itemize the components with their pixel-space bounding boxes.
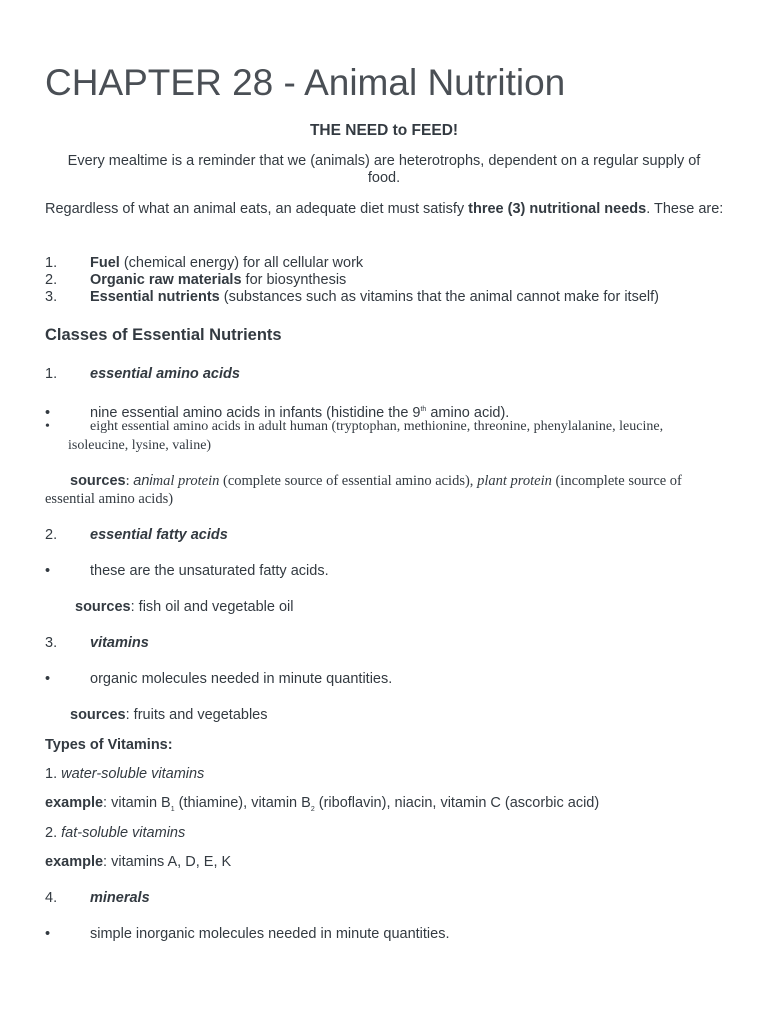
requirements-text-end: . These are: <box>646 201 724 217</box>
example-text: : vitamin B <box>103 795 171 811</box>
needs-list <box>45 255 735 306</box>
example-label: example <box>45 854 104 870</box>
example-text: (thiamine), vitamin B <box>174 795 311 811</box>
superscript: th <box>420 406 427 413</box>
bullet-text: organic molecules needed in minute quantities. <box>90 671 393 687</box>
list-item <box>45 289 735 306</box>
water-soluble-item <box>45 766 204 783</box>
bullet-text-b: amino acid). <box>426 404 510 421</box>
fatty-sources <box>75 599 293 616</box>
example-text: : vitamins A, D, E, K <box>103 854 232 870</box>
list-item-text: for biosynthesis <box>241 272 347 288</box>
subscript: 1 <box>170 805 175 813</box>
bullet-item <box>45 418 745 436</box>
subscript: 2 <box>310 805 315 813</box>
types-heading: Types of Vitamins: <box>45 737 173 753</box>
bullet-text: simple inorganic molecules needed in minute quantities. <box>90 926 450 942</box>
bullet-item <box>45 563 329 580</box>
class-item-fatty-acids <box>45 527 228 544</box>
bullet-text: these are the unsaturated fatty acids. <box>90 563 329 579</box>
sources-continued: essential amino acids) <box>45 491 174 507</box>
example-text: (riboflavin), niacin, vitamin C (ascorbic acid) <box>314 795 600 811</box>
list-number: 3. <box>45 635 58 651</box>
bullet-text: eight essential amino acids in adult human (tryptophan, methionine, threonine, phenylalanine, leucine, <box>90 419 664 434</box>
list-number: 2. <box>45 272 58 288</box>
bullet-item <box>45 671 392 688</box>
bullet-icon: • <box>45 926 51 942</box>
sources-colon: : <box>125 473 134 489</box>
chapter-title: CHAPTER 28 - Animal Nutrition <box>45 62 566 103</box>
list-number: 3. <box>45 289 58 305</box>
class-label: essential fatty acids <box>90 527 228 543</box>
bullet-icon: • <box>45 563 51 579</box>
class-label: minerals <box>90 890 150 906</box>
example-label: example <box>45 795 104 811</box>
list-item-term: Fuel <box>90 255 120 271</box>
class-item-vitamins <box>45 635 149 652</box>
fat-soluble-item <box>45 825 185 842</box>
vitamin-type-label: water-soluble vitamins <box>61 766 205 782</box>
class-label: vitamins <box>90 635 149 651</box>
bullet-icon: • <box>45 404 51 421</box>
sources-label: sources <box>75 599 131 615</box>
list-number: 1. <box>45 366 58 382</box>
list-item <box>45 255 735 272</box>
amino-sources <box>70 472 740 490</box>
source-name: plant protein <box>477 473 552 489</box>
class-label: essential amino acids <box>90 366 240 382</box>
bullet-text-a: nine essential amino acids in infants (histidine the 9 <box>90 404 421 421</box>
list-number: 2. <box>45 527 58 543</box>
class-item-minerals <box>45 890 150 907</box>
list-item-term: Organic raw materials <box>90 272 242 288</box>
vitamin-sources <box>70 707 268 724</box>
classes-heading: Classes of Essential Nutrients <box>45 326 282 344</box>
sources-label: sources <box>70 473 126 489</box>
requirements-paragraph <box>45 201 725 218</box>
intro-paragraph: Every mealtime is a reminder that we (animals) are heterotrophs, dependent on a regular supply of food. <box>67 153 701 186</box>
requirements-emphasis: three (3) nutritional needs <box>468 201 647 217</box>
bullet-icon: • <box>45 671 51 687</box>
list-number: 1. <box>45 766 62 782</box>
list-number: 2. <box>45 825 62 841</box>
bullet-item <box>45 926 449 943</box>
source-text: (complete source of essential amino acids), <box>219 473 478 489</box>
fat-soluble-example <box>45 854 231 871</box>
water-soluble-example <box>45 795 745 818</box>
source-name: mal protein <box>152 473 220 489</box>
section-heading-need-to-feed: THE NEED to FEED! <box>309 122 459 139</box>
bullet-icon: • <box>45 419 50 434</box>
sources-text: : fruits and vegetables <box>125 707 268 723</box>
list-item-text: (substances such as vitamins that the animal cannot make for itself) <box>219 289 659 305</box>
list-item <box>45 272 735 289</box>
sources-text: : fish oil and vegetable oil <box>130 599 294 615</box>
list-number: 4. <box>45 890 58 906</box>
list-number: 1. <box>45 255 58 271</box>
source-fragment: ani <box>133 473 153 489</box>
class-item-amino-acids <box>45 366 240 383</box>
source-text: (incomplete source of <box>551 473 682 489</box>
list-item-term: Essential nutrients <box>90 289 220 305</box>
bullet-text-continued: isoleucine, lysine, valine) <box>68 438 212 453</box>
requirements-text-start: Regardless of what an animal eats, an adequate diet must satisfy <box>45 201 469 217</box>
vitamin-type-label: fat-soluble vitamins <box>61 825 186 841</box>
sources-label: sources <box>70 707 126 723</box>
list-item-text: (chemical energy) for all cellular work <box>119 255 364 271</box>
